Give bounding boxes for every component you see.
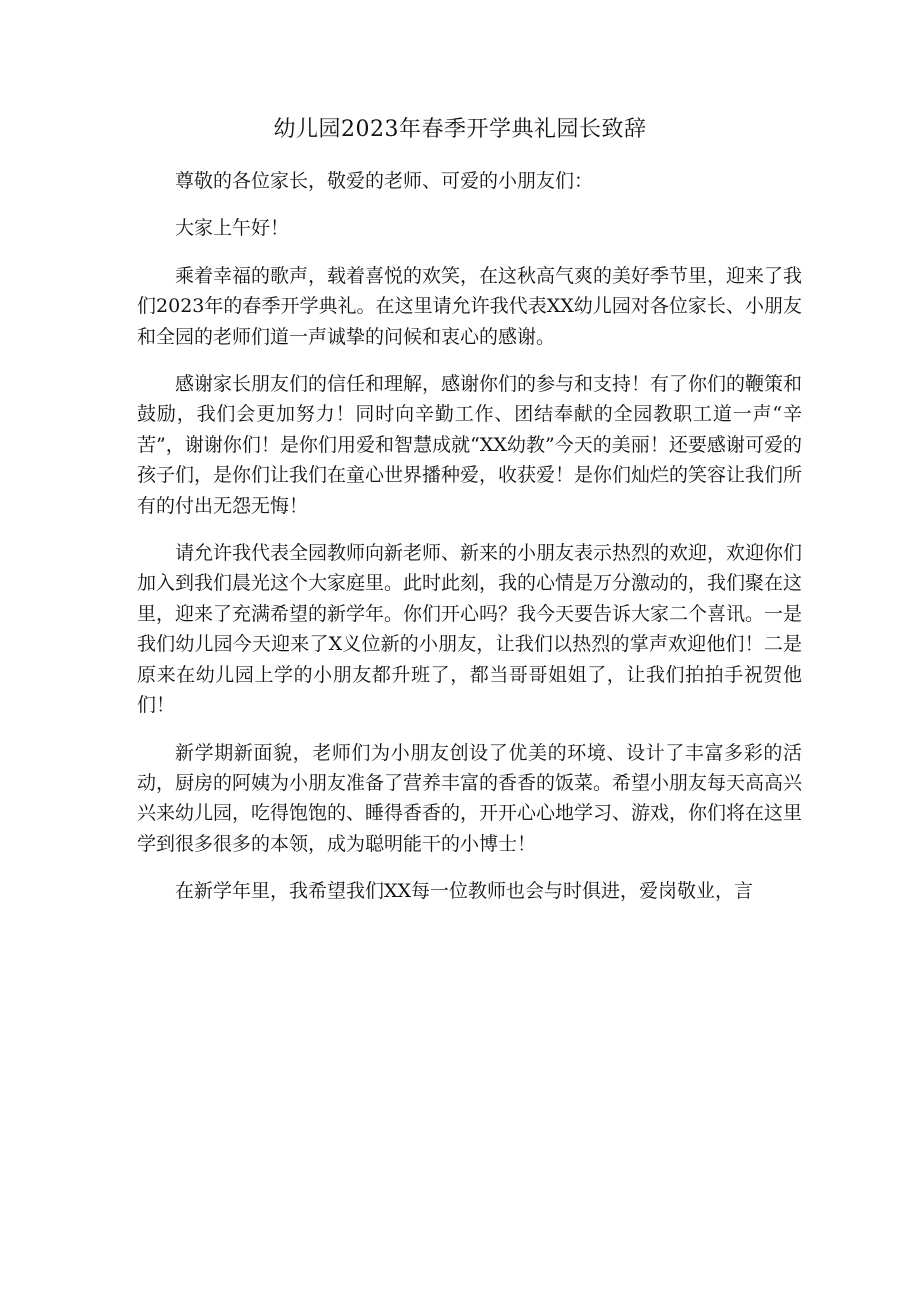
salutation-paragraph: 尊敬的各位家长，敬爱的老师、可爱的小朋友们： [175,170,594,192]
greeting-paragraph: 大家上午好！ [175,217,290,240]
document-title: 幼儿园2023年春季开学典礼园长致辞 [273,117,647,142]
body-paragraph-4: 新学期新面貌，老师们为小朋友创设了优美的环境、设计了丰富多彩的活动，厨房的阿姨为小朋友准备了营养丰富的香香的饭菜。希望小朋友每天高高兴兴来幼儿园，吃得饱饱的、睡得香香的，开开心心地学习、游戏，你们将在这里学到很多很多的本领，成为聪明能干的小博士！ [137,741,803,855]
body-paragraph-5: 在新学年里，我希望我们XX每一位教师也会与时俱进，爱岗敬业，言 [175,880,754,903]
document-body [137,166,802,924]
body-paragraph-3: 请允许我代表全园教师向新老师、新来的小朋友表示热烈的欢迎，欢迎你们加入到我们晨光这个大家庭里。此时此刻，我的心情是万分激动的，我们聚在这里，迎来了充满希望的新学年。你们开心吗？我今天要告诉大家二个喜讯。一是我们幼儿园今天迎来了X义位新的小朋友，让我们以热烈的掌声欢迎他们！二是原来在幼儿园上学的小朋友都升班了，都当哥哥姐姐了，让我们拍拍手祝贺他们！ [137,542,803,717]
body-paragraph-2: 感谢家长朋友们的信任和理解，感谢你们的参与和支持！有了你们的鞭策和鼓励，我们会更加努力！同时向辛勤工作、团结奉献的全园教职工道一声“辛苦”，谢谢你们！是你们用爱和智慧成就“XX幼教”今天的美丽！还要感谢可爱的孩子们，是你们让我们在童心世界播种爱，收获爱！是你们灿烂的笑容让我们所有的付出无怨无悔！ [137,373,803,517]
body-paragraph-1: 乘着幸福的歌声，载着喜悦的欢笑，在这秋高气爽的美好季节里，迎来了我们2023年的春季开学典礼。在这里请允许我代表XX幼儿园对各位家长、小朋友和全园的老师们道一声诚挚的问候和衷心的感谢。 [137,264,803,348]
